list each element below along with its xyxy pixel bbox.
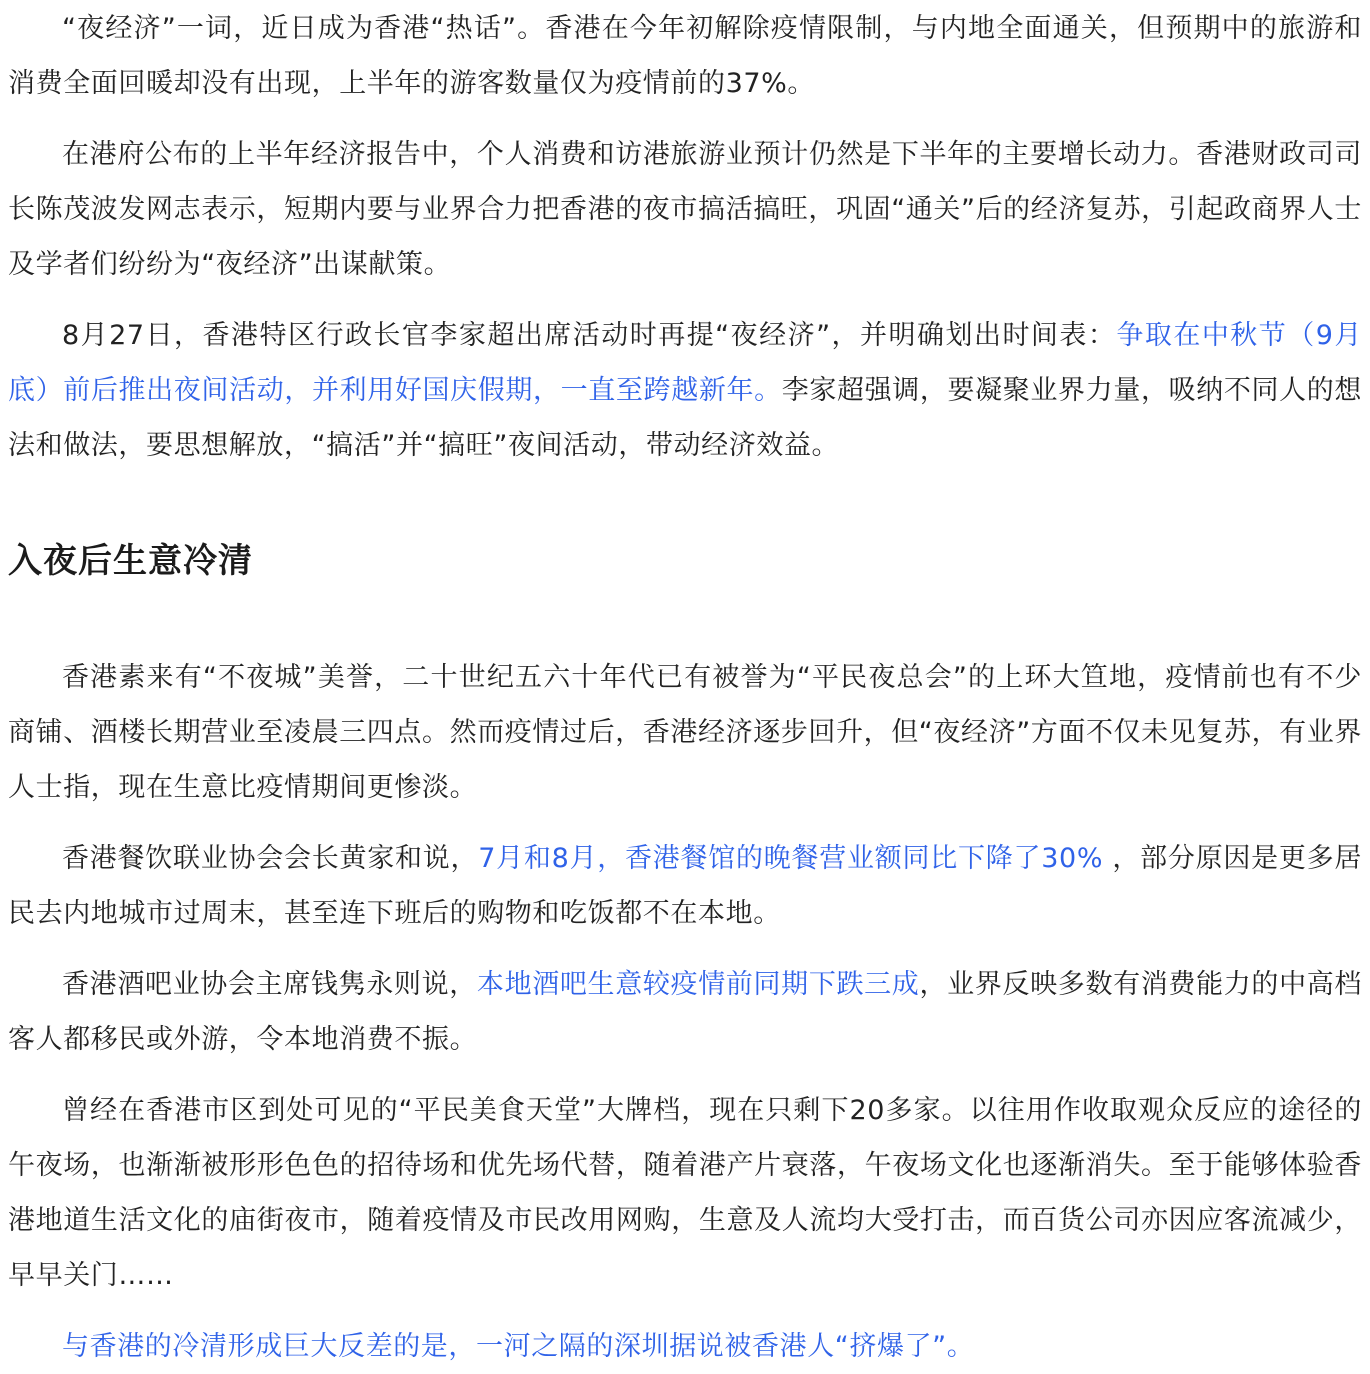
paragraph-section-3 xyxy=(8,957,1362,1067)
paragraph-section-1 xyxy=(8,650,1362,815)
paragraph-text: “夜经济”一词，近日成为香港“热话”。香港在今年初解除疫情限制，与内地全面通关，但预期中的旅游和消费全面回暖却没有出现，上半年的游客数量仅为疫情前的37%。 xyxy=(8,13,1362,99)
paragraph-section-5 xyxy=(8,1319,1362,1374)
paragraph-intro-2 xyxy=(8,127,1362,292)
section-heading: 入夜后生意冷清 xyxy=(8,541,253,581)
paragraph-text: 香港餐饮联业协会会长黄家和说， xyxy=(62,843,479,874)
paragraph-intro-1 xyxy=(8,1,1362,111)
paragraph-text: 曾经在香港市区到处可见的“平民美食天堂”大牌档，现在只剩下20多家。以往用作收取观众反应的途径的午夜场，也渐渐被形形色色的招待场和优先场代替，随着港产片衰落，午夜场文化也逐渐消失。至于能够体验香港地道生活文化的庙街夜市，随着疫情及市民改用网购，生意及人流均大受打击，而百货公司亦因应客流减少，早早关门…… xyxy=(8,1095,1362,1291)
paragraph-text: 在港府公布的上半年经济报告中，个人消费和访港旅游业预计仍然是下半年的主要增长动力。香港财政司司长陈茂波发网志表示，短期内要与业界合力把香港的夜市搞活搞旺，巩固“通关”后的经济复苏，引起政商界人士及学者们纷纷为“夜经济”出谋献策。 xyxy=(8,139,1362,280)
paragraph-text: 8月27日，香港特区行政长官李家超出席活动时再提“夜经济”，并明确划出时间表： xyxy=(62,320,1117,351)
paragraph-text: ，部分原因是更多居民去内地城市过周末，甚至连下班后的购物和吃饭都不在本地。 xyxy=(8,843,1362,929)
highlighted-text: 与香港的冷清形成巨大反差的是，一河之隔的深圳据说被香港人“挤爆了”。 xyxy=(62,1331,975,1362)
paragraph-text: ，业界反映多数有消费能力的中高档客人都移民或外游，令本地消费不振。 xyxy=(8,969,1362,1055)
highlighted-text: 7月和8月，香港餐馆的晚餐营业额同比下降了30% xyxy=(478,843,1104,874)
highlighted-text: 本地酒吧生意较疫情前同期下跌三成 xyxy=(476,969,920,1000)
paragraph-text: 李家超强调，要凝聚业界力量，吸纳不同人的想法和做法，要思想解放，“搞活”并“搞旺”夜间活动，带动经济效益。 xyxy=(8,375,1362,461)
paragraph-intro-3 xyxy=(8,308,1362,473)
paragraph-text: 香港酒吧业协会主席钱隽永则说， xyxy=(62,969,477,1000)
paragraph-section-2 xyxy=(8,831,1362,941)
article xyxy=(0,1,1370,1374)
paragraph-section-4 xyxy=(8,1083,1362,1303)
highlighted-text: 争取在中秋节（9月底）前后推出夜间活动，并利用好国庆假期，一直至跨越新年。 xyxy=(8,320,1362,406)
paragraph-text: 香港素来有“不夜城”美誉，二十世纪五六十年代已有被誉为“平民夜总会”的上环大笪地，疫情前也有不少商铺、酒楼长期营业至凌晨三四点。然而疫情过后，香港经济逐步回升，但“夜经济”方面不仅未见复苏，有业界人士指，现在生意比疫情期间更惨淡。 xyxy=(8,662,1362,803)
